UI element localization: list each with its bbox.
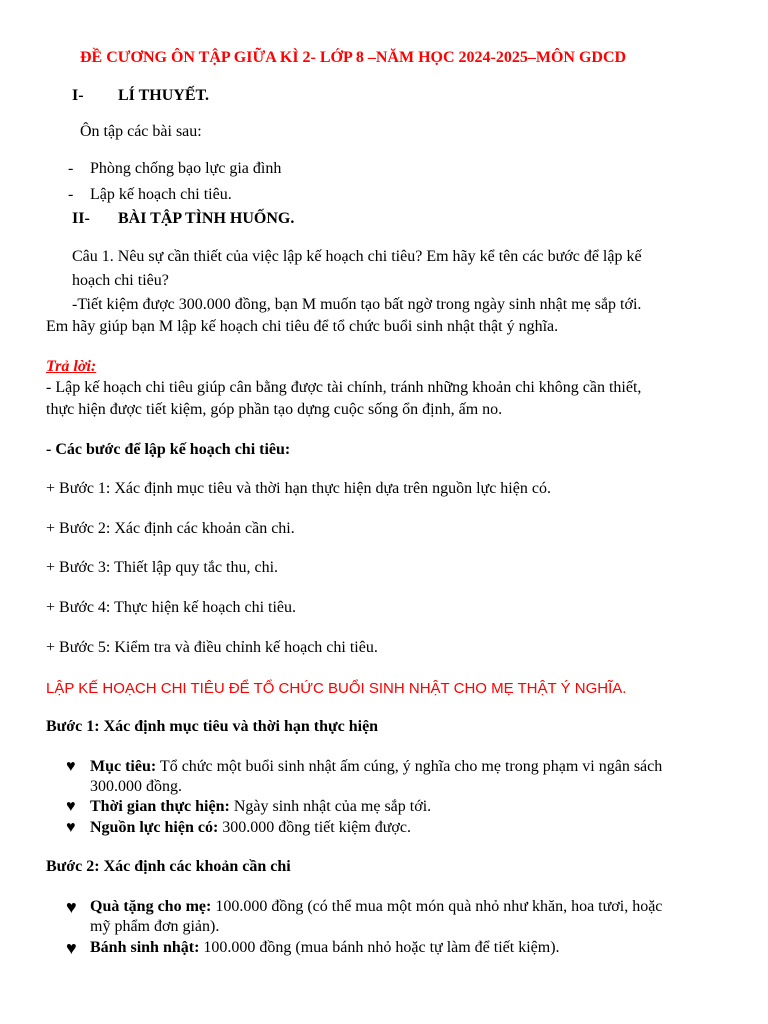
item-text: Ngày sinh nhật của mẹ sắp tới. [229, 798, 432, 815]
answer-label: Trả lời: [46, 358, 97, 375]
step-2-item [90, 938, 560, 958]
plan-title: LẬP KẾ HOẠCH CHI TIÊU ĐỂ TỔ CHỨC BUỔI SINH NHẬT CHO MẸ THẬT Ý NGHĨA. [46, 680, 627, 697]
question-line: Em hãy giúp bạn M lập kế hoạch chi tiêu để tổ chức buổi sinh nhật thật ý nghĩa. [46, 318, 559, 335]
item-label: Thời gian thực hiện: [90, 798, 230, 815]
answer-line: thực hiện được tiết kiệm, góp phần tạo dựng cuộc sống ổn định, ấm no. [46, 401, 503, 418]
heart-bullet-icon: ♥ [66, 897, 77, 917]
question-line: -Tiết kiệm được 300.000 đồng, bạn M muốn tạo bất ngờ trong ngày sinh nhật mẹ sắp tới. [72, 296, 642, 313]
question-line: Câu 1. Nêu sự cần thiết của việc lập kế hoạch chi tiêu? Em hãy kể tên các bước để lập kế [72, 248, 642, 265]
step-item: + Bước 3: Thiết lập quy tắc thu, chi. [46, 559, 279, 576]
item-label: Bánh sinh nhật: [90, 939, 200, 956]
review-item: Phòng chống bạo lực gia đình [90, 160, 282, 177]
item-text: 100.000 đồng (mua bánh nhỏ hoặc tự làm để tiết kiệm). [199, 939, 560, 956]
step-item: + Bước 5: Kiểm tra và điều chỉnh kế hoạch chi tiêu. [46, 639, 378, 656]
list-marker: - [68, 160, 74, 177]
item-text: 300.000 đồng tiết kiệm được. [218, 819, 411, 836]
step-item: + Bước 1: Xác định mục tiêu và thời hạn thực hiện dựa trên nguồn lực hiện có. [46, 480, 551, 497]
step-1-item [90, 797, 431, 817]
item-text: Tổ chức một buổi sinh nhật ấm cúng, ý nghĩa cho mẹ trong phạm vi ngân sách [156, 758, 663, 775]
review-intro: Ôn tập các bài sau: [80, 123, 202, 140]
question-line: hoạch chi tiêu? [72, 272, 169, 289]
item-label: Quà tặng cho mẹ: [90, 898, 212, 915]
step-2-item-continuation: mỹ phẩm đơn giản). [90, 918, 220, 935]
step-1-heading: Bước 1: Xác định mục tiêu và thời hạn thực hiện [46, 718, 379, 735]
list-marker: - [68, 186, 74, 203]
step-1-item [90, 757, 662, 777]
heart-bullet-icon: ♥ [66, 819, 76, 836]
review-item: Lập kế hoạch chi tiêu. [90, 186, 232, 203]
step-item: + Bước 4: Thực hiện kế hoạch chi tiêu. [46, 599, 297, 616]
page-title: ĐỀ CƯƠNG ÔN TẬP GIỮA KÌ 2- LỚP 8 –NĂM HỌC 2024-2025–MÔN GDCD [80, 49, 627, 66]
step-2-heading: Bước 2: Xác định các khoản cần chi [46, 858, 291, 875]
section-1-heading: LÍ THUYẾT. [118, 87, 209, 104]
item-text: 100.000 đồng (có thể mua một món quà nhỏ như khăn, hoa tươi, hoặc [211, 898, 663, 915]
step-1-item [90, 818, 411, 838]
step-1-item-continuation: 300.000 đồng. [90, 778, 182, 795]
answer-line: - Lập kế hoạch chi tiêu giúp cân bằng được tài chính, tránh những khoản chi không cần thiết, [46, 379, 642, 396]
section-1-numeral: I- [72, 87, 84, 104]
item-label: Nguồn lực hiện có: [90, 819, 219, 836]
section-2-heading: BÀI TẬP TÌNH HUỐNG. [118, 210, 295, 227]
item-label: Mục tiêu: [90, 758, 157, 775]
steps-heading: - Các bước để lập kế hoạch chi tiêu: [46, 441, 291, 458]
step-item: + Bước 2: Xác định các khoản cần chi. [46, 520, 295, 537]
heart-bullet-icon: ♥ [66, 938, 77, 958]
heart-bullet-icon: ♥ [66, 798, 76, 815]
heart-bullet-icon: ♥ [66, 758, 76, 775]
section-2-numeral: II- [72, 210, 90, 227]
step-2-item [90, 897, 662, 917]
